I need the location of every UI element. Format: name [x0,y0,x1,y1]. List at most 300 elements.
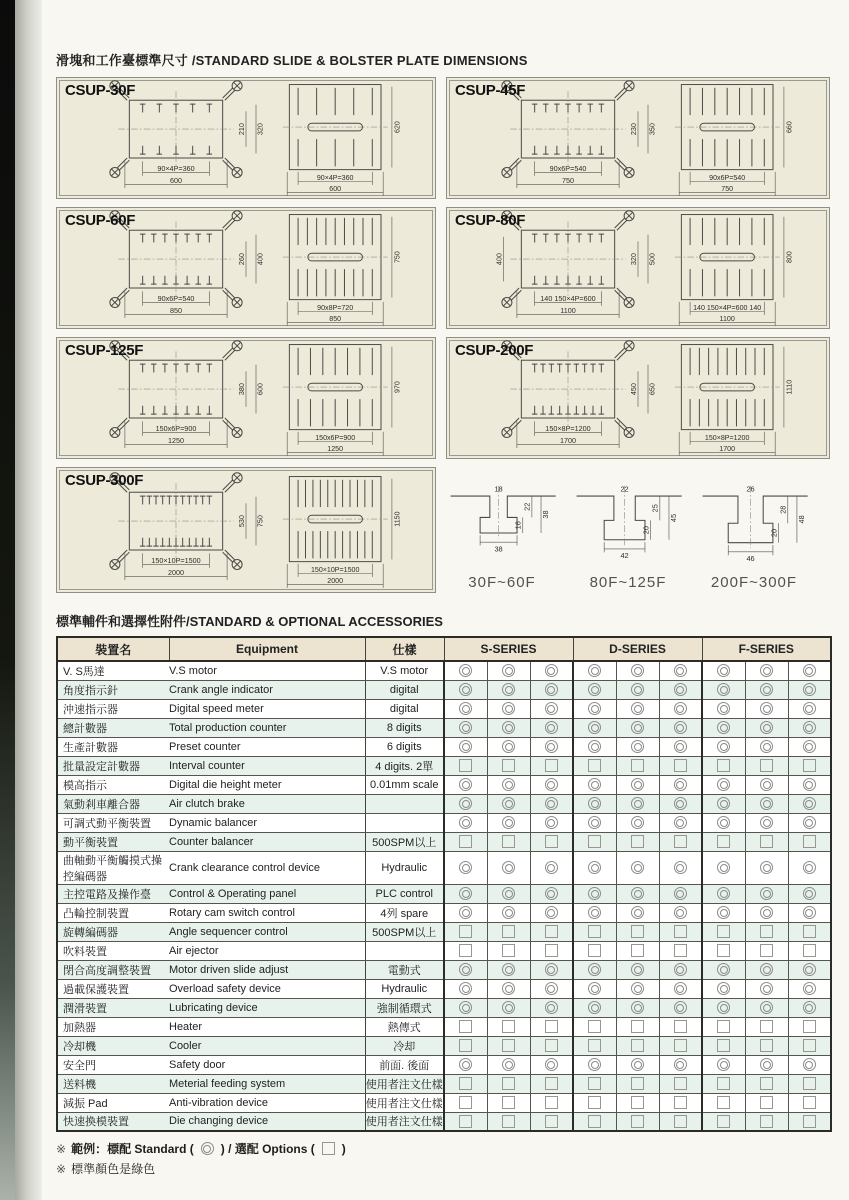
series-mark-cell [487,832,530,851]
series-mark-cell [573,979,616,998]
series-mark-cell [745,851,788,884]
spec-cell: 使用者注文仕樣 [365,1093,444,1112]
series-mark-cell [573,699,616,718]
series-mark-cell [573,941,616,960]
series-mark-cell [788,884,831,903]
note-marker: ※ [56,1141,67,1156]
standard-mark [760,683,773,696]
panel-title: CSUP-300F [65,472,144,489]
standard-mark [760,906,773,919]
option-mark [502,944,515,957]
standard-mark [760,702,773,715]
equipment-cell: Air ejector [169,941,365,960]
series-mark-cell [487,1055,530,1074]
svg-text:600: 600 [255,382,265,395]
series-mark-cell [573,718,616,737]
svg-text:1150: 1150 [393,510,402,527]
series-mark-cell [530,903,573,922]
series-mark-cell [487,1017,530,1036]
option-mark [717,1077,730,1090]
standard-mark [674,683,687,696]
standard-mark [502,1058,515,1071]
svg-text:800: 800 [785,250,794,263]
svg-text:90×4P=360: 90×4P=360 [316,173,354,182]
svg-text:150x6P=900: 150x6P=900 [155,423,197,433]
standard-mark [674,664,687,677]
series-mark-cell [530,813,573,832]
option-mark [502,759,515,772]
device-name-cell: 角度指示針 [57,680,169,699]
svg-text:90x6P=540: 90x6P=540 [157,293,195,303]
series-mark-cell [487,775,530,794]
standard-mark [459,740,472,753]
legend-suffix: ) [341,1141,346,1156]
tslot-range-label: 80F~125F [589,574,667,591]
option-mark [631,925,644,938]
series-mark-cell [444,794,487,813]
standard-mark [717,664,730,677]
option-mark [717,1020,730,1033]
device-name-cell: 閉合高度調整裝置 [57,960,169,979]
option-mark [674,1096,687,1109]
option-mark [545,1039,558,1052]
series-mark-cell [487,756,530,775]
spec-cell: 4列 spare [365,903,444,922]
standard-mark [502,740,515,753]
standard-mark [631,861,644,874]
standard-mark [803,861,816,874]
equipment-cell: Rotary cam switch control [169,903,365,922]
standard-mark [588,778,601,791]
series-mark-cell [788,979,831,998]
standard-mark [674,797,687,810]
series-mark-cell [616,699,659,718]
spec-cell [365,794,444,813]
series-mark-cell [659,699,702,718]
table-row [57,1074,831,1093]
svg-text:2000: 2000 [327,576,344,585]
standard-mark [502,982,515,995]
series-mark-cell [616,794,659,813]
series-mark-cell [487,794,530,813]
standard-mark [459,797,472,810]
standard-mark [803,721,816,734]
spec-cell: 強制循環式 [365,998,444,1017]
series-mark-cell [487,1036,530,1055]
standard-mark [502,887,515,900]
series-mark-cell [788,661,831,680]
standard-mark [760,664,773,677]
standard-mark [502,797,515,810]
series-mark-cell [530,775,573,794]
series-mark-cell [444,813,487,832]
table-row [57,680,831,699]
svg-text:28: 28 [778,505,788,514]
option-mark [717,925,730,938]
option-mark [760,1039,773,1052]
series-mark-cell [487,998,530,1017]
device-name-cell: 沖速指示器 [57,699,169,718]
standard-mark [717,740,730,753]
page-title-en: /STANDARD SLIDE & BOLSTER PLATE DIMENSIONS [191,53,528,68]
standard-mark [588,664,601,677]
option-mark [803,944,816,957]
equipment-cell: V.S motor [169,661,365,680]
note-marker: ※ [56,1161,67,1176]
svg-text:38: 38 [494,544,503,554]
option-mark [674,1039,687,1052]
device-name-cell: 動平衡裝置 [57,832,169,851]
option-mark [760,1096,773,1109]
equipment-cell: Interval counter [169,756,365,775]
series-mark-cell [530,979,573,998]
series-mark-cell [530,884,573,903]
table-row [57,1055,831,1074]
standard-mark [459,702,472,715]
series-mark-cell [573,737,616,756]
series-mark-cell [573,1017,616,1036]
standard-mark [803,702,816,715]
option-mark [803,835,816,848]
series-mark-cell [616,661,659,680]
option-mark [459,1020,472,1033]
standard-mark [760,816,773,829]
standard-mark [502,906,515,919]
page-title [56,50,832,69]
series-mark-cell [616,756,659,775]
header-d-series: D-SERIES [573,637,702,661]
tslot-drawing [698,480,810,572]
series-mark-cell [616,1036,659,1055]
option-mark [760,759,773,772]
standard-mark [631,664,644,677]
svg-text:150×10P=1500: 150×10P=1500 [151,555,201,565]
color-note-text: 標準顏色是綠色 [71,1162,156,1176]
series-mark-cell [616,979,659,998]
standard-mark [631,982,644,995]
series-mark-cell [745,960,788,979]
standard-mark [760,740,773,753]
series-mark-cell [573,998,616,1017]
series-mark-cell [745,756,788,775]
series-mark-cell [788,680,831,699]
series-mark-cell [745,998,788,1017]
standard-mark [588,721,601,734]
series-mark-cell [444,960,487,979]
spec-cell: Hydraulic [365,979,444,998]
option-mark [631,1020,644,1033]
svg-text:530: 530 [236,514,246,527]
standard-mark [545,702,558,715]
device-name-cell: 冷却機 [57,1036,169,1055]
svg-text:150x6P=900: 150x6P=900 [315,433,356,442]
dimension-panel-CSUP-30F [56,77,436,199]
table-row [57,1093,831,1112]
legend-mid: ) / 選配 Options ( [220,1142,315,1156]
series-mark-cell [702,756,745,775]
standard-mark [545,982,558,995]
table-row [57,661,831,680]
series-mark-cell [702,794,745,813]
series-mark-cell [530,941,573,960]
series-mark-cell [487,1093,530,1112]
equipment-cell: Overload safety device [169,979,365,998]
series-mark-cell [573,1093,616,1112]
series-mark-cell [702,884,745,903]
svg-text:660: 660 [785,120,794,133]
device-name-cell: 送料機 [57,1074,169,1093]
series-mark-cell [530,1074,573,1093]
series-mark-cell [444,832,487,851]
svg-text:1250: 1250 [167,435,185,445]
option-mark [760,835,773,848]
svg-text:1250: 1250 [327,444,344,453]
series-mark-cell [530,794,573,813]
standard-mark [674,963,687,976]
standard-mark [588,1058,601,1071]
series-mark-cell [530,661,573,680]
bolster-drawing [276,338,414,463]
option-mark-legend-icon [322,1142,335,1155]
svg-text:26: 26 [746,484,755,494]
series-mark-cell [616,1093,659,1112]
series-mark-cell [616,1112,659,1131]
equipment-cell: Crank angle indicator [169,680,365,699]
equipment-cell: Counter balancer [169,832,365,851]
series-mark-cell [745,699,788,718]
option-mark [459,925,472,938]
option-mark [545,944,558,957]
svg-text:38: 38 [540,510,550,519]
dimension-panel-CSUP-45F [446,77,830,199]
series-mark-cell [745,680,788,699]
standard-mark [803,1001,816,1014]
table-row [57,794,831,813]
series-mark-cell [573,813,616,832]
standard-mark [459,1058,472,1071]
option-mark [674,1020,687,1033]
option-mark [631,1096,644,1109]
equipment-cell: Anti-vibration device [169,1093,365,1112]
standard-mark [588,1001,601,1014]
table-row [57,941,831,960]
svg-text:320: 320 [628,252,638,265]
panel-title: CSUP-60F [65,212,136,229]
accessories-table [56,636,832,1132]
standard-mark [760,1001,773,1014]
option-mark [631,1115,644,1128]
spec-cell: PLC control [365,884,444,903]
option-mark [588,944,601,957]
standard-mark [674,816,687,829]
spec-cell: 0.01mm scale [365,775,444,794]
svg-text:20: 20 [641,525,651,535]
standard-mark [545,906,558,919]
option-mark [760,1020,773,1033]
standard-mark [803,1058,816,1071]
standard-mark [717,702,730,715]
series-mark-cell [444,903,487,922]
option-mark [459,759,472,772]
panel-title: CSUP-125F [65,342,144,359]
standard-mark [545,721,558,734]
series-mark-cell [487,737,530,756]
series-mark-cell [659,813,702,832]
series-mark-cell [702,979,745,998]
option-mark [631,1039,644,1052]
dimension-panel-CSUP-60F [56,207,436,329]
series-mark-cell [530,737,573,756]
series-mark-cell [616,1017,659,1036]
option-mark [803,925,816,938]
series-mark-cell [616,832,659,851]
svg-text:16: 16 [513,521,523,530]
series-mark-cell [659,941,702,960]
series-mark-cell [530,718,573,737]
series-mark-cell [444,998,487,1017]
table-row [57,1112,831,1131]
series-mark-cell [444,979,487,998]
dimension-panel-grid [56,77,832,459]
equipment-cell: Safety door [169,1055,365,1074]
series-mark-cell [659,737,702,756]
series-mark-cell [788,794,831,813]
series-mark-cell [530,851,573,884]
series-mark-cell [745,737,788,756]
standard-mark [674,702,687,715]
option-mark [502,1096,515,1109]
table-header-row [57,637,831,661]
option-mark [588,1115,601,1128]
option-mark [588,835,601,848]
series-mark-cell [616,998,659,1017]
legend-note [56,1140,832,1157]
series-mark-cell [530,922,573,941]
series-mark-cell [702,680,745,699]
device-name-cell: 總計數器 [57,718,169,737]
series-mark-cell [444,775,487,794]
series-mark-cell [487,922,530,941]
series-mark-cell [745,1093,788,1112]
standard-mark [631,740,644,753]
svg-text:750: 750 [255,514,265,527]
device-name-cell: 曲軸動平衡觸摸式操控編碼器 [57,851,169,884]
series-mark-cell [444,661,487,680]
series-mark-cell [702,922,745,941]
standard-mark [803,906,816,919]
series-mark-cell [616,680,659,699]
standard-mark [588,702,601,715]
standard-mark [760,721,773,734]
series-mark-cell [659,1112,702,1131]
bolster-drawing [276,470,414,595]
accessories-section-title [56,611,832,630]
spec-cell [365,941,444,960]
standard-mark [502,778,515,791]
option-mark [674,944,687,957]
standard-mark [674,1058,687,1071]
series-mark-cell [702,941,745,960]
device-name-cell: 批量設定計數器 [57,756,169,775]
standard-mark [588,861,601,874]
series-mark-cell [659,680,702,699]
series-mark-cell [659,1017,702,1036]
equipment-cell: Digital die height meter [169,775,365,794]
series-mark-cell [487,661,530,680]
standard-mark [545,963,558,976]
spec-cell: digital [365,699,444,718]
scan-left-gray-edge [15,0,42,1200]
series-mark-cell [745,903,788,922]
svg-text:620: 620 [393,120,402,133]
option-mark [803,759,816,772]
option-mark [674,1115,687,1128]
svg-text:150×8P=1200: 150×8P=1200 [704,433,750,442]
series-mark-cell [745,718,788,737]
device-name-cell: 潤滑裝置 [57,998,169,1017]
equipment-cell: Digital speed meter [169,699,365,718]
option-mark [545,759,558,772]
series-mark-cell [702,737,745,756]
option-mark [717,835,730,848]
standard-mark [502,702,515,715]
option-mark [760,1115,773,1128]
standard-mark [459,664,472,677]
spec-cell [365,813,444,832]
svg-text:750: 750 [721,184,734,193]
equipment-cell: Control & Operating panel [169,884,365,903]
standard-mark [674,906,687,919]
standard-mark [502,816,515,829]
svg-text:320: 320 [255,122,265,135]
standard-mark [502,963,515,976]
series-mark-cell [487,1112,530,1131]
option-mark [588,1077,601,1090]
standard-mark [717,778,730,791]
standard-mark [674,721,687,734]
option-mark [674,759,687,772]
series-mark-cell [659,960,702,979]
standard-mark [631,1001,644,1014]
svg-text:750: 750 [393,250,402,263]
device-name-cell: 過載保護裝置 [57,979,169,998]
standard-mark [588,963,601,976]
bottom-panel-row [56,467,832,593]
series-mark-cell [788,1055,831,1074]
standard-mark [631,721,644,734]
series-mark-cell [788,1093,831,1112]
series-mark-cell [745,775,788,794]
option-mark [631,1077,644,1090]
spec-cell: 使用者注文仕樣 [365,1074,444,1093]
series-mark-cell [444,1055,487,1074]
standard-mark [588,816,601,829]
series-mark-cell [788,737,831,756]
header-equipment: Equipment [169,637,365,661]
standard-mark [674,778,687,791]
standard-mark [459,721,472,734]
standard-mark [545,887,558,900]
equipment-cell: Angle sequencer control [169,922,365,941]
standard-mark [588,683,601,696]
option-mark [631,944,644,957]
option-mark [459,1096,472,1109]
series-mark-cell [444,941,487,960]
series-mark-cell [573,851,616,884]
series-mark-cell [616,737,659,756]
standard-mark [588,982,601,995]
svg-text:230: 230 [628,122,638,135]
